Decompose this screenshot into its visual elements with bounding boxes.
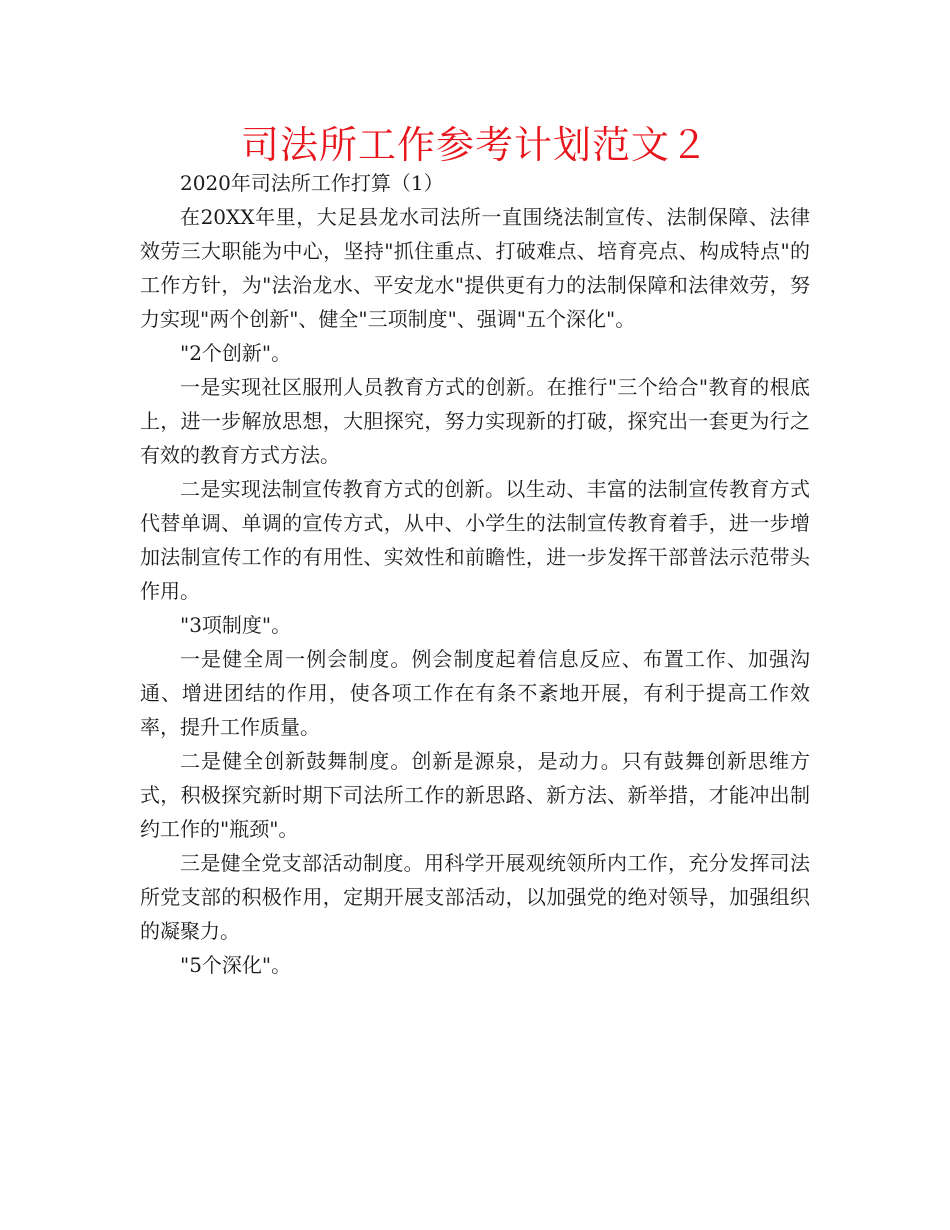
section-subtitle: 2020年司法所工作打算（1） bbox=[180, 171, 444, 195]
document-body bbox=[140, 166, 810, 982]
paragraph-system-2: 二是健全创新鼓舞制度。创新是源泉，是动力。只有鼓舞创新思维方式，积极探究新时期下司法所工作的新思路、新方法、新举措，才能冲出制约工作的"瓶颈"。 bbox=[140, 749, 810, 841]
heading-three-systems: "3项制度"。 bbox=[180, 613, 292, 637]
paragraph-intro: 在20XX年里，大足县龙水司法所一直围绕法制宣传、法制保障、法律效劳三大职能为中心，坚持"抓住重点、打破难点、培育亮点、构成特点"的工作方针，为"法治龙水、平安龙水"提供更有力的法制保障和法律效劳，努力实现"两个创新"、健全"三项制度"、强调"五个深化"。 bbox=[140, 205, 810, 331]
paragraph-innovation-1: 一是实现社区服刑人员教育方式的创新。在推行"三个给合"教育的根底上，进一步解放思想，大胆探究，努力实现新的打破，探究出一套更为行之有效的教育方式方法。 bbox=[140, 375, 810, 467]
paragraph-system-3: 三是健全党支部活动制度。用科学开展观统领所内工作，充分发挥司法所党支部的积极作用，定期开展支部活动，以加强党的绝对领导，加强组织的凝聚力。 bbox=[140, 851, 810, 943]
paragraph-innovation-2: 二是实现法制宣传教育方式的创新。以生动、丰富的法制宣传教育方式代替单调、单调的宣传方式，从中、小学生的法制宣传教育着手，进一步增加法制宣传工作的有用性、实效性和前瞻性，进一步发挥干部普法示范带头作用。 bbox=[140, 477, 810, 603]
heading-five-deepenings: "5个深化"。 bbox=[180, 953, 292, 977]
document-title: 司法所工作参考计划范文２ bbox=[240, 123, 709, 167]
heading-two-innovations: "2个创新"。 bbox=[180, 341, 292, 365]
paragraph-system-1: 一是健全周一例会制度。例会制度起着信息反应、布置工作、加强沟通、增进团结的作用，使各项工作在有条不紊地开展，有利于提高工作效率，提升工作质量。 bbox=[140, 647, 810, 739]
